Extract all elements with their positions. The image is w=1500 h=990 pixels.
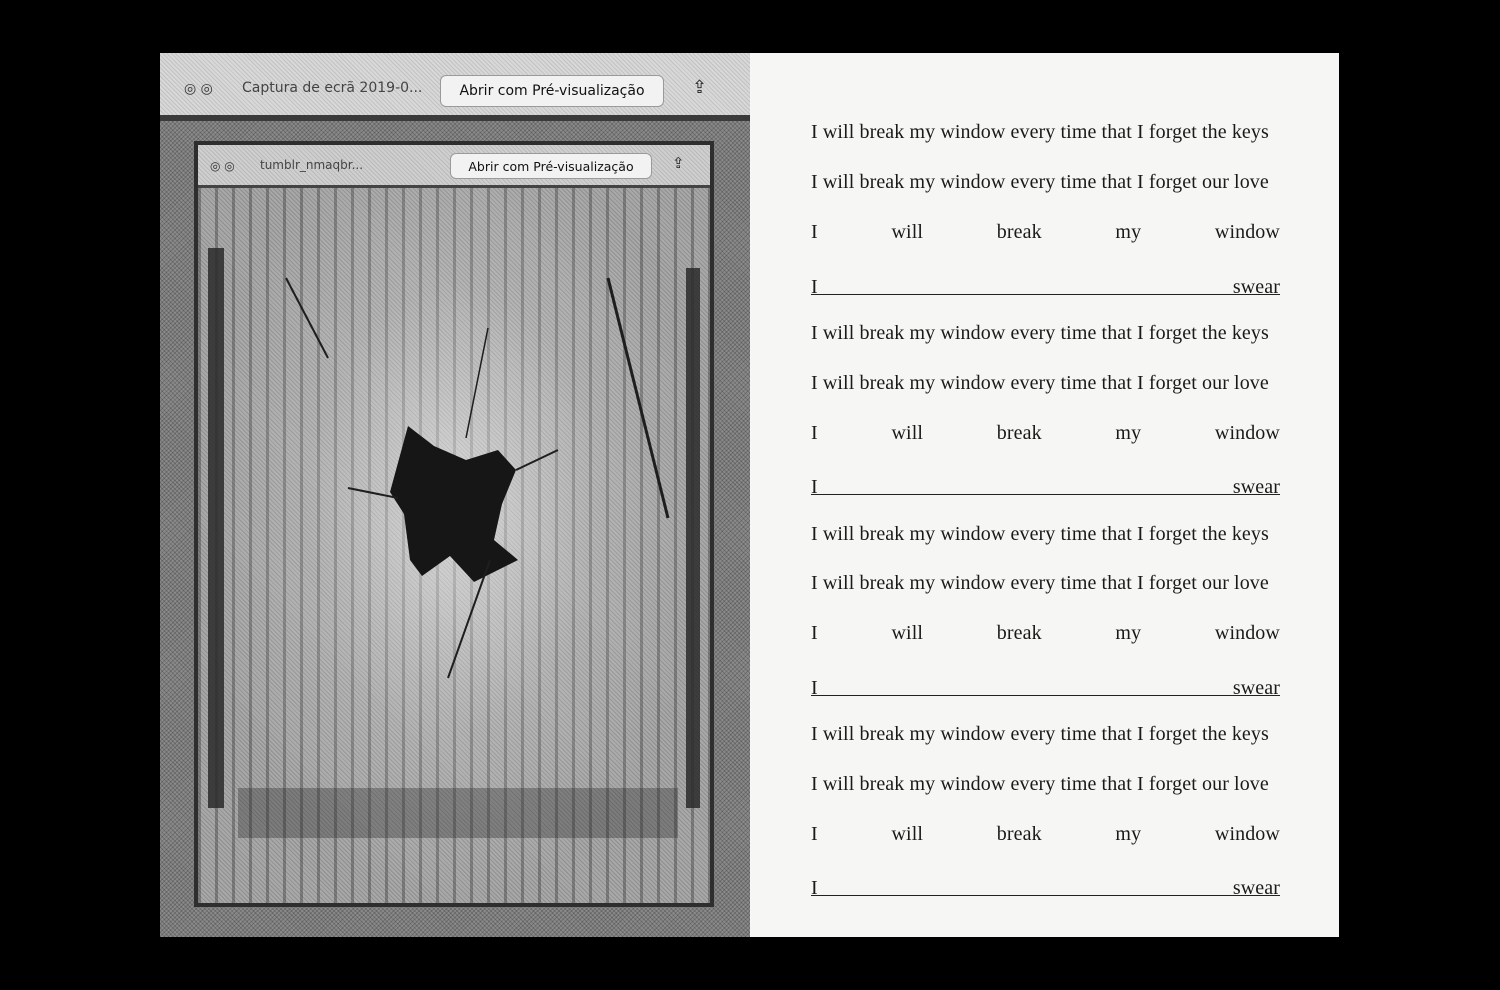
outer-filename: Captura de ecrã 2019-0... <box>242 80 423 96</box>
poem-word: will <box>891 421 924 444</box>
broken-window-photo <box>198 188 710 903</box>
shattered-glass-hole <box>198 188 710 903</box>
poem-line: I will break my window every time that I forget the keys <box>811 723 1269 746</box>
poem-line: I will break my window every time that I forget the keys <box>811 522 1269 545</box>
outer-preview-toolbar <box>160 53 750 121</box>
inner-filename: tumblr_nmaqbr... <box>260 158 364 172</box>
swear-line-end: swear <box>1232 275 1280 298</box>
inner-share-icon[interactable]: ⇪ <box>672 154 685 172</box>
poem-word: my <box>1115 221 1142 244</box>
poem-line: I will break my window every time that I forget the keys <box>811 121 1269 144</box>
swear-line <box>811 272 1280 298</box>
swear-line <box>811 472 1280 499</box>
poem-word: will <box>891 822 924 845</box>
poem-word: break <box>996 822 1042 845</box>
poem-word: my <box>1115 421 1142 444</box>
poem-word: window <box>1214 622 1280 645</box>
spaced-poem-line <box>811 408 1280 458</box>
poem-word: will <box>891 221 924 244</box>
poem-line: I will break my window every time that I forget our love <box>811 773 1269 796</box>
right-page-poem <box>750 53 1339 937</box>
swear-line <box>811 873 1280 900</box>
poem-line: I will break my window every time that I forget our love <box>811 171 1269 194</box>
spaced-poem-line <box>811 609 1280 659</box>
poem-line: I will break my window every time that I forget the keys <box>811 322 1269 344</box>
poem-word: break <box>996 421 1042 444</box>
poem <box>811 108 1280 910</box>
poem-word: window <box>1214 421 1280 444</box>
swear-line-end: swear <box>1232 476 1280 499</box>
poem-line: I will break my window every time that I forget our love <box>811 572 1269 595</box>
swear-line-end: swear <box>1232 676 1280 699</box>
spaced-poem-line <box>811 208 1280 258</box>
poem-word: I <box>811 421 818 444</box>
left-page-print <box>160 53 750 937</box>
poem-word: my <box>1115 622 1142 645</box>
poem-word: I <box>811 221 818 244</box>
poem-word: window <box>1214 221 1280 244</box>
poem-word: I <box>811 622 818 645</box>
poem-word: window <box>1214 822 1280 845</box>
poem-word: break <box>996 622 1042 645</box>
swear-line-end: swear <box>1232 877 1280 900</box>
outer-share-icon[interactable]: ⇪ <box>692 77 708 98</box>
inner-preview-toolbar <box>198 145 710 188</box>
swear-line <box>811 673 1280 699</box>
inner-open-with-preview-button[interactable]: Abrir com Pré-visualização <box>450 153 652 179</box>
poem-word: break <box>996 221 1042 244</box>
poem-word: will <box>891 622 924 645</box>
poem-line: I will break my window every time that I forget our love <box>811 371 1269 394</box>
swear-line-start: I <box>811 275 818 298</box>
window-controls-icon: ◎ ◎ <box>184 81 213 97</box>
swear-line-start: I <box>811 476 818 499</box>
inner-preview-window <box>194 141 714 907</box>
poem-word: my <box>1115 822 1142 845</box>
inner-window-controls-icon: ◎ ◎ <box>210 159 235 173</box>
outer-open-with-preview-button[interactable]: Abrir com Pré-visualização <box>440 75 664 107</box>
spaced-poem-line <box>811 809 1280 859</box>
swear-line-start: I <box>811 676 818 699</box>
poem-word: I <box>811 822 818 845</box>
swear-line-start: I <box>811 877 818 900</box>
